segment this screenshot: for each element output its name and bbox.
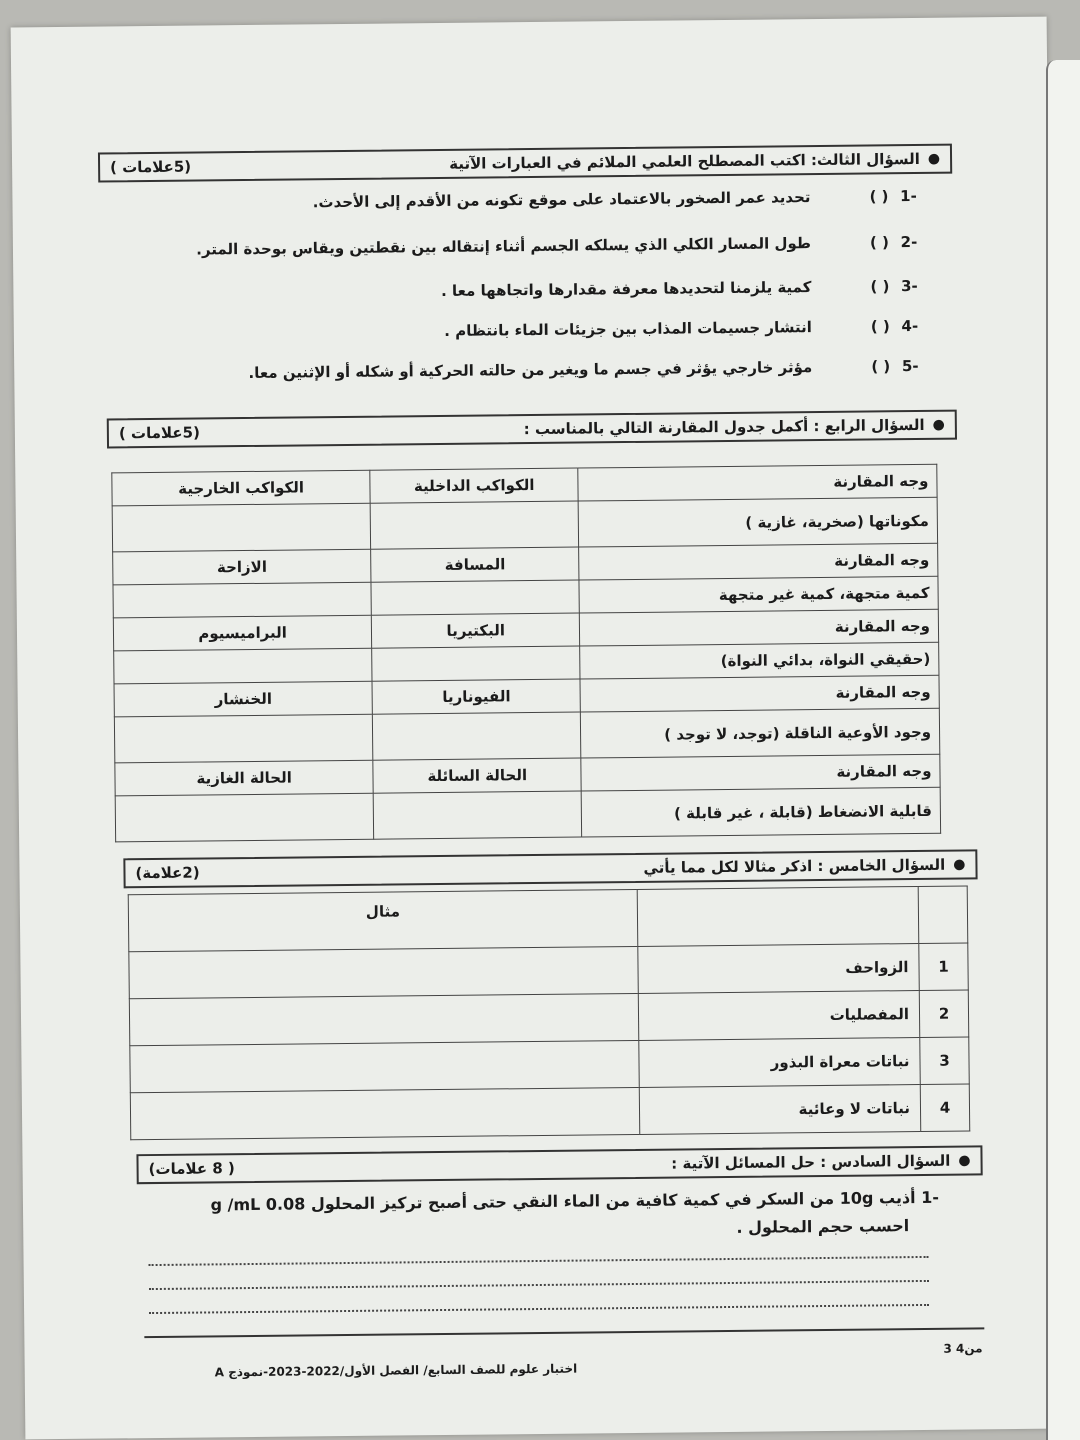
item-number: -4	[901, 316, 919, 336]
q3-item	[112, 180, 928, 221]
q4-title: السؤال الرابع : أكمل جدول المقارنة التالي بالمناسب :	[523, 415, 925, 439]
answer-cell[interactable]	[371, 580, 579, 615]
example-answer-cell[interactable]	[130, 1087, 639, 1139]
answer-line[interactable]	[149, 1304, 929, 1314]
number-cell: 3	[920, 1037, 969, 1085]
term-cell	[637, 887, 919, 947]
exam-caption: اختبار علوم للصف السابع/ الفصل الأول/2022-2023-نموذج A	[214, 1361, 578, 1380]
problem-1-instruction: احسب حجم المحلول .	[736, 1216, 910, 1237]
answer-blank: ( )	[869, 233, 890, 252]
item-number: -5	[901, 356, 919, 376]
number-cell: 1	[919, 943, 968, 991]
q3-item	[114, 350, 930, 391]
aspect-cell: قابلية الانضغاط (قابلة ، غير قابلة )	[581, 787, 940, 837]
header-cell: الخنشار	[114, 681, 373, 717]
answer-cell[interactable]	[114, 714, 373, 763]
number-cell: 2	[919, 990, 968, 1038]
number-cell: 4	[920, 1084, 969, 1132]
header-cell: الكواكب الداخلية	[370, 468, 578, 503]
q3-title: السؤال الثالث: اكتب المصطلح العلمي الملائم في العبارات الآتية	[449, 149, 920, 173]
answer-blank: ( )	[869, 187, 889, 206]
adjacent-page-edge	[1046, 60, 1080, 1440]
item-text: مؤثر خارجي يؤثر في جسم ما ويغير من حالته الحركية أو شكله أو الإثنين معا.	[248, 358, 813, 382]
problem-1-text: -1 أذيب 10g من السكر في كمية كافية من الماء النقي حتى أصبح تركيز المحلول 0.08 g /mL	[210, 1187, 940, 1215]
item-number: -1	[900, 186, 917, 206]
bullet-icon: ●	[958, 1152, 971, 1169]
q5-header	[123, 849, 977, 888]
answer-cell[interactable]	[112, 503, 371, 552]
header-cell: الفيوناريا	[372, 679, 580, 714]
aspect-cell: (حقيقي النواة، بدائي النواة)	[580, 642, 939, 679]
page-number: 3 من4	[943, 1341, 983, 1356]
exam-page	[11, 17, 1062, 1440]
aspect-cell: وجه المقارنة	[579, 543, 938, 580]
answer-cell[interactable]	[113, 582, 372, 618]
aspect-cell: وجه المقارنة	[581, 754, 940, 791]
answer-blank: ( )	[870, 277, 890, 296]
answer-cell[interactable]	[114, 648, 373, 684]
bullet-icon: ●	[927, 150, 941, 167]
answer-blank: ( )	[871, 357, 891, 376]
aspect-cell: وجه المقارنة	[578, 464, 937, 501]
number-cell	[918, 886, 968, 944]
term-cell: نباتات معراة البذور	[639, 1037, 920, 1087]
item-text: طول المسار الكلي الذي يسلكه الجسم أثناء إنتقاله بين نقطتين ويقاس بوحدة المتر.	[196, 234, 812, 259]
q5-title: السؤال الخامس : اذكر مثالا لكل مما يأتي	[643, 855, 946, 877]
q3-header	[98, 144, 952, 183]
q5-marks: (2علامة)	[135, 863, 200, 883]
answer-cell[interactable]	[115, 793, 374, 842]
q6-title: السؤال السادس : حل المسائل الآتية :	[671, 1151, 951, 1173]
item-text: تحديد عمر الصخور بالاعتماد على موقع تكونه من الأقدم إلى الأحدث.	[312, 188, 811, 212]
comparison-table	[111, 464, 941, 843]
example-answer-cell[interactable]	[129, 993, 638, 1045]
answer-line[interactable]	[149, 1280, 929, 1290]
header-cell: الكواكب الخارجية	[112, 470, 371, 506]
answer-cell[interactable]	[370, 501, 578, 549]
bullet-icon: ●	[932, 416, 945, 433]
aspect-cell: مكوناتها (صخرية، غازية )	[578, 497, 937, 547]
example-answer-cell[interactable]	[130, 1040, 639, 1092]
header-cell: البكتيريا	[372, 613, 580, 648]
aspect-cell: وجه المقارنة	[580, 609, 939, 646]
term-cell: المفصليات	[638, 991, 919, 1041]
header-cell: المسافة	[371, 547, 579, 582]
q3-item	[114, 310, 930, 351]
q6-marks: ( 8 علامات)	[148, 1159, 235, 1179]
answer-line[interactable]	[149, 1256, 929, 1266]
aspect-cell: كمية متجهة، كمية غير متجهة	[579, 576, 938, 613]
table-row	[128, 886, 968, 952]
term-cell: الزواحف	[638, 944, 919, 994]
example-header: مثال	[128, 889, 638, 951]
item-text: انتشار جسيمات المذاب بين جزيئات الماء بانتظام .	[444, 318, 812, 340]
aspect-cell: وجه المقارنة	[580, 675, 939, 712]
table-row	[115, 787, 940, 842]
examples-table	[128, 885, 971, 1140]
answer-blank: ( )	[870, 317, 890, 336]
q4-marks: (5علامات )	[118, 423, 200, 443]
answer-cell[interactable]	[373, 791, 581, 839]
q4-header	[107, 410, 957, 449]
aspect-cell: وجود الأوعية الناقلة (توجد، لا توجد )	[581, 708, 940, 758]
item-text: كمية يلزمنا لتحديدها معرفة مقدارها واتجاهها معا .	[440, 278, 812, 300]
q3-item	[113, 226, 929, 267]
header-cell: الحالة السائلة	[373, 758, 581, 793]
term-cell: نباتات لا وعائية	[639, 1084, 920, 1134]
answer-cell[interactable]	[372, 646, 580, 681]
q6-header	[136, 1145, 982, 1184]
item-number: -2	[900, 232, 918, 252]
header-cell: البراميسيوم	[113, 615, 372, 651]
example-answer-cell[interactable]	[129, 946, 638, 998]
q3-item	[113, 270, 929, 311]
bullet-icon: ●	[953, 856, 966, 873]
table-row	[130, 1084, 969, 1140]
item-number: -3	[900, 276, 918, 296]
footer-divider	[144, 1327, 984, 1338]
header-cell: الازاحة	[113, 549, 372, 585]
answer-cell[interactable]	[373, 712, 581, 760]
header-cell: الحالة الغازية	[115, 760, 374, 796]
q3-marks: (5علامات )	[110, 157, 192, 177]
